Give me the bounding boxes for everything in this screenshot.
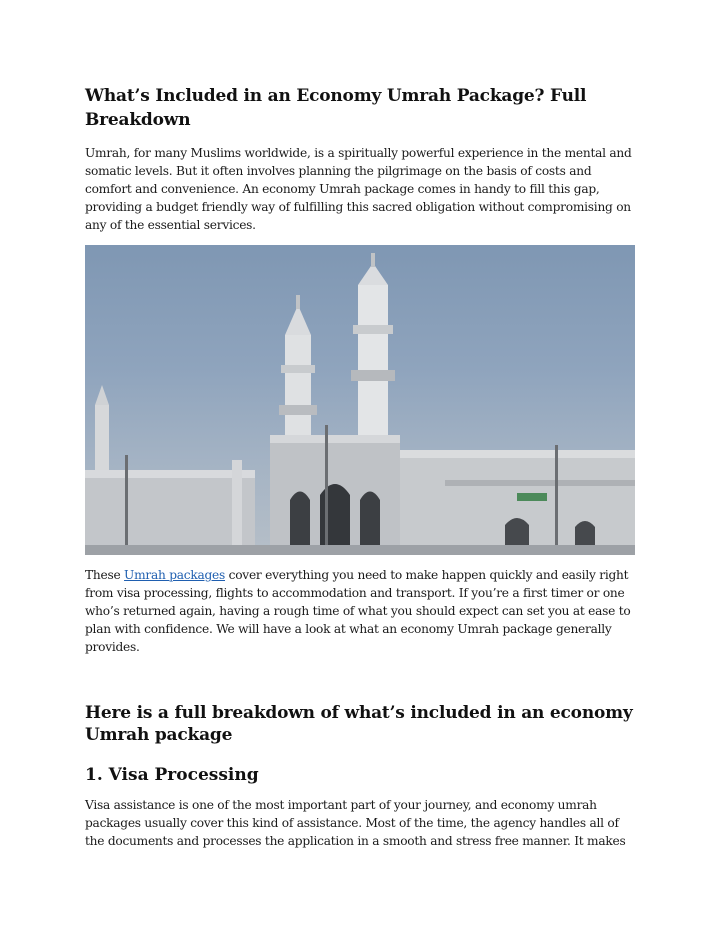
mosque-illustration (85, 245, 635, 555)
para2-text-start: These (85, 568, 125, 582)
article-title: What’s Included in an Economy Umrah Package? Full Breakdown (85, 86, 587, 130)
packages-paragraph (85, 566, 635, 656)
section-heading: Here is a full breakdown of what’s included in an economy Umrah package (85, 703, 633, 745)
document-page (85, 84, 635, 850)
visa-processing-heading: 1. Visa Processing (85, 765, 259, 785)
umrah-packages-link[interactable]: Umrah packages (124, 568, 226, 582)
mosque-photo (85, 245, 635, 555)
visa-paragraph: Visa assistance is one of the most important part of your journey, and economy umrah packages usually cover this kind of assistance. Most of the time, the agency handles all of the documents and processes the application in a smooth and stress free manner. It makes (85, 798, 626, 848)
para2-text-end: cover everything you need to make happen quickly and easily right from visa processing, flights to accommodation and transport. If you’re a first timer or one who’s returned again, having a rough time of what you should expect can set you at ease to plan with confidence. We will have a look at what an economy Umrah package generally provides. (85, 568, 631, 654)
intro-paragraph: Umrah, for many Muslims worldwide, is a spiritually powerful experience in the mental and somatic levels. But it often involves planning the pilgrimage on the basis of costs and comfort and convenience. An economy Umrah package comes in handy to fill this gap, providing a budget friendly way of fulfilling this sacred obligation without compromising on any of the essential services. (85, 146, 632, 232)
